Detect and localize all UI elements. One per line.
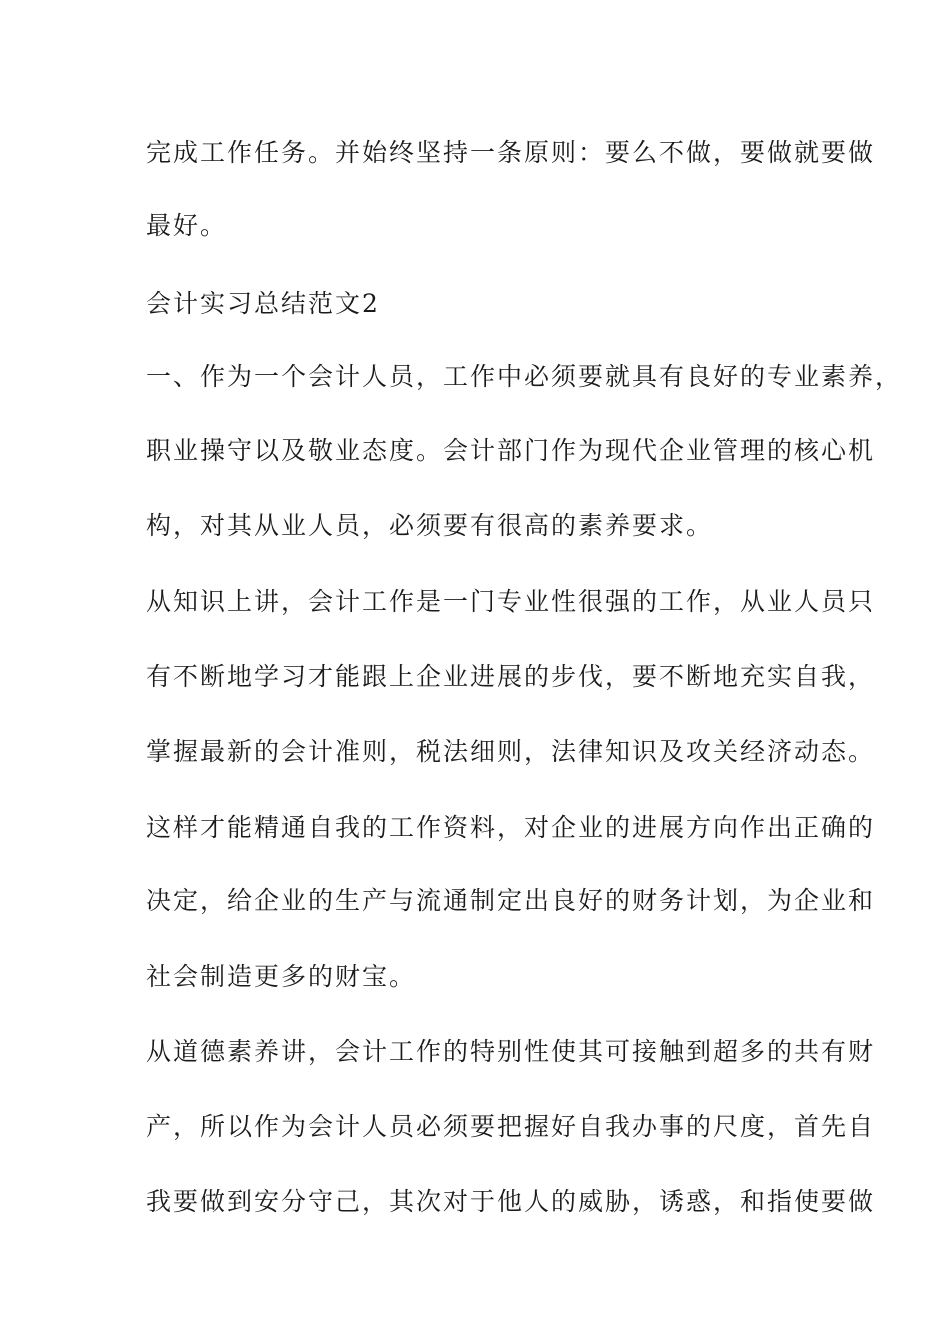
text-line: 完成工作任务。并始终坚持一条原则：要么不做，要做就要做 <box>146 138 876 167</box>
text-line: 产，所以作为会计人员必须要把握好自我办事的尺度，首先自 <box>146 1112 876 1141</box>
text-line: 职业操守以及敬业态度。会计部门作为现代企业管理的核心机 <box>146 436 876 465</box>
text-line: 这样才能精通自我的工作资料，对企业的进展方向作出正确的 <box>146 813 876 842</box>
text-line: 从知识上讲，会计工作是一门专业性很强的工作，从业人员只 <box>146 587 876 616</box>
text-line: 从道德素养讲，会计工作的特别性使其可接触到超多的共有财 <box>146 1037 876 1066</box>
text-line: 决定，给企业的生产与流通制定出良好的财务计划，为企业和 <box>146 886 876 915</box>
text-line: 最好。 <box>146 211 228 240</box>
text-line: 我要做到安分守己，其次对于他人的威胁，诱惑，和指使要做 <box>146 1187 876 1216</box>
text-line: 掌握最新的会计准则，税法细则，法律知识及攻关经济动态。 <box>146 737 876 766</box>
text-line: 一、作为一个会计人员，工作中必须要就具有良好的专业素养， <box>146 362 903 391</box>
text-line: 构，对其从业人员，必须要有很高的素养要求。 <box>146 511 714 540</box>
text-line: 有不断地学习才能跟上企业进展的步伐，要不断地充实自我， <box>146 662 876 691</box>
text-line: 社会制造更多的财宝。 <box>146 962 417 991</box>
section-heading: 会计实习总结范文2 <box>146 289 380 318</box>
